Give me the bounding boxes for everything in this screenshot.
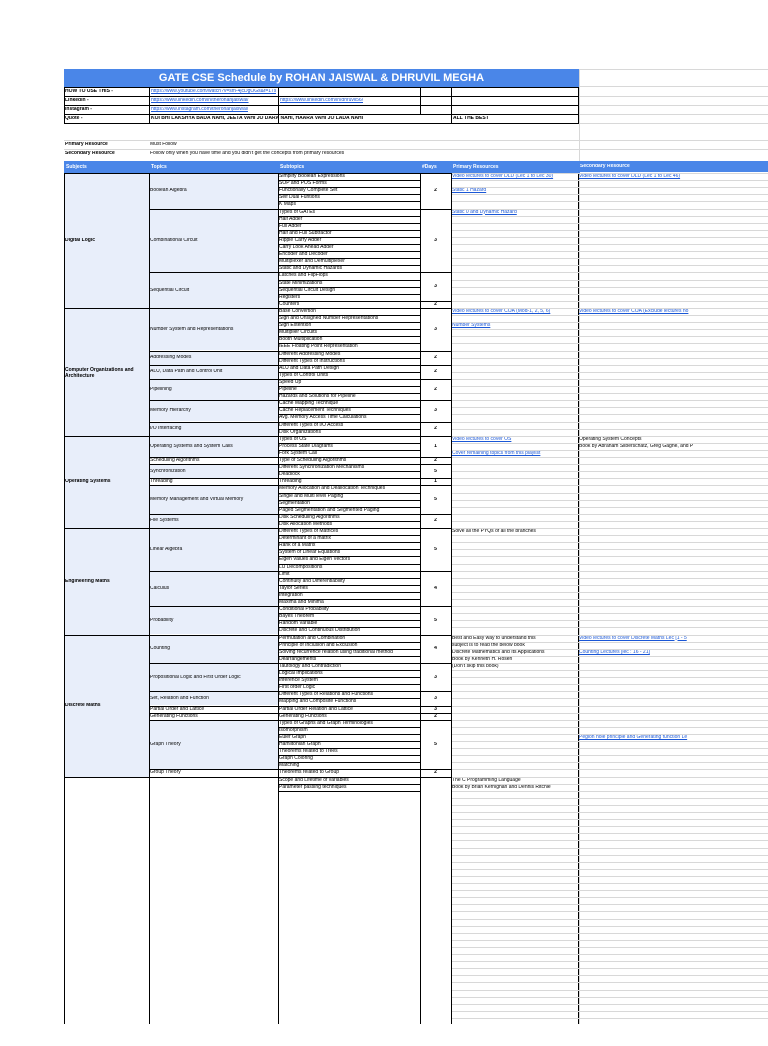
subtopic-cell: First order Logic [279, 685, 316, 691]
topic-cell: Boolean Algebra [150, 188, 187, 194]
subtopic-cell: Integration [279, 592, 303, 598]
subtopic-cell: Full Adder [279, 223, 302, 229]
topic-cell: Memory Hierarchy [150, 408, 191, 414]
subtopic-cell: Sign Extention [279, 323, 312, 329]
topic-cell: Generating Functions [150, 713, 198, 719]
subtopic-cell: Different Types of Relations and Functions [279, 692, 374, 698]
days-cell: 3 [434, 706, 437, 712]
subtopic-cell: K Maps [279, 202, 296, 208]
days-cell: 3 [434, 695, 437, 701]
resource-text: Discrete Mathematics and Its Applications [452, 649, 545, 655]
subtopic-cell: Logical Implications [279, 671, 323, 676]
topic-cell: Addressing Modes [150, 355, 192, 361]
subtopic-cell: Cache Replacement Techniques [279, 408, 351, 414]
subtopic-cell: Threading [279, 479, 302, 485]
days-cell: 3 [434, 408, 437, 414]
subtopic-cell: Different Addressing Modes [279, 351, 341, 357]
subtopic-cell: Parameter passing techniques [279, 784, 347, 790]
subtopic-cell: Different Synchronization Mechanisms [279, 465, 365, 471]
subtopic-cell: Type of Scheduling Algorithms [279, 458, 347, 463]
subtopic-cell: Types of Control Units [279, 372, 329, 378]
topic-cell: Linear Algebra [150, 546, 183, 552]
instagram-link[interactable]: https://www.instagram.com/therohanjaiswal/ [151, 107, 249, 112]
resource-text: The C Programming Language [452, 777, 521, 783]
linkedin-link-dhruvil[interactable]: https://www.linkedin.com/in/dhruvil56/ [280, 98, 364, 103]
quote-extra: ALL THE BEST [453, 116, 489, 121]
subtopic-cell: SOP and POS Forms [279, 181, 327, 187]
days-cell: 2 [434, 369, 437, 375]
subtopic-cell: Sequential Circuit Design [279, 287, 336, 293]
days-cell: 5 [434, 617, 437, 623]
instagram-label: Instagram - [65, 107, 92, 112]
header-primary: Primary Resources [452, 162, 579, 174]
days-cell: 2 [434, 355, 437, 361]
subject-cell: Engineering Maths [65, 578, 110, 584]
resource-link[interactable]: Counting Lectures [lec : 16 - 21] [579, 649, 650, 655]
topic-cell: Set, Relation and Function [150, 695, 209, 701]
subtopic-cell: Deadlock [279, 472, 300, 478]
resource-text: (Don't skip this book) [452, 663, 499, 669]
header-secondary: Secondary Resource [579, 161, 768, 172]
resource-link[interactable]: Video lectures to cover OS [452, 436, 512, 442]
subtopic-cell: Cache Mapping Technique [279, 401, 339, 407]
resource-link[interactable]: Pegion hole principle and Generating function Le [579, 734, 688, 740]
header-topics: Topics [150, 162, 279, 174]
secondary-resource-label: Secondary Resource [65, 151, 115, 156]
topic-cell: Group Theory [150, 770, 181, 776]
topic-cell: Propositional Logic and First Order Logic [150, 674, 241, 680]
resource-text: Book by Brian Kernighan and Dennis Ritchie [452, 784, 551, 790]
subtopic-cell: Euler Graph [279, 734, 306, 740]
subtopic-cell: Inference System [279, 678, 318, 684]
subtopic-cell: Disk Scheduling Algorithms [279, 514, 340, 520]
subtopic-cell: Continuity and Differentiability [279, 578, 346, 584]
subtopic-cell: Different Types of Instructions [279, 358, 345, 364]
subtopic-cell: Multiplier Circuits [279, 330, 318, 336]
resource-link[interactable]: Cover remaining topics from this playlist [452, 450, 541, 456]
resource-link[interactable]: Video lectures to cover DLD (Lec 1 to Lec 30) [452, 174, 554, 179]
subtopic-cell: Process State Diagrams [279, 443, 333, 449]
primary-resource-value: Must Follow [150, 142, 177, 147]
subtopic-cell: Base Convertion [279, 308, 316, 314]
subtopic-cell: Rank of a Matrix [279, 543, 316, 549]
days-cell: 5 [434, 546, 437, 552]
subtopic-cell: Disk Organizations [279, 429, 321, 435]
days-cell: 1 [434, 479, 437, 485]
subtopic-cell: Booth Multiplication [279, 337, 323, 343]
days-cell: 2 [434, 387, 437, 393]
subtopic-cell: Hamiltonian Graph [279, 742, 321, 747]
topic-cell: Pipelining [150, 387, 172, 393]
subtopic-cell: Fork System Call [279, 450, 318, 456]
primary-resource-label: Primary Resource [65, 142, 108, 147]
subtopic-cell: Functionally Complete Set [279, 188, 338, 194]
subtopic-cell: Theorems related to Group [279, 770, 340, 776]
subtopic-cell: Single and Multi level Paging [279, 493, 344, 499]
subject-cell: Computer Organizations and Architecture [65, 366, 134, 379]
subtopic-cell: Registers [279, 294, 301, 300]
days-cell: 5 [434, 468, 437, 474]
subtopic-cell: Limit [279, 571, 290, 577]
subtopic-cell: Half and Full Subtractor [279, 230, 332, 236]
subtopic-cell: Disk Allocation Methods [279, 521, 333, 527]
topic-cell: Sequential Circuit [150, 287, 190, 293]
subtopic-cell: Encoder and Decoder [279, 252, 328, 258]
subtopic-cell: Different Types of Matrices [279, 529, 339, 534]
topic-cell: Memory Management and Virtual Memory [150, 497, 244, 503]
subject-cell: Operating Systems [65, 479, 111, 485]
days-cell: 2 [434, 770, 437, 776]
resource-link[interactable]: Number Systems [452, 323, 491, 329]
topic-cell: Threading [150, 479, 173, 485]
topic-cell: Operating Systems and System Calls [150, 443, 233, 449]
topic-cell: Calculus [150, 585, 170, 591]
days-cell: 5 [434, 742, 437, 748]
days-cell: 5 [434, 497, 437, 503]
subtopic-cell: Random Variable [279, 621, 318, 627]
subtopic-cell: Permutation and Combination [279, 635, 346, 641]
quote-text: KOI BHI LAKSHYA BADA NAHI, JEETA VAHI JO DARA NAHI, HAARA VAHI JO LADA NAHI [151, 116, 364, 121]
days-cell: 3 [434, 237, 437, 243]
resource-text: Best and Easy way to understand this [452, 635, 536, 641]
subtopic-cell: Avg. Memory Access Time Calculations [279, 415, 367, 421]
topic-cell: I/O Interfacing [150, 426, 182, 432]
topic-cell: ALU, Data Path and Control Unit [150, 369, 223, 375]
subtopic-cell: Matching [279, 763, 300, 769]
topic-cell: Synchronization [150, 468, 186, 474]
header-subjects: Subjects [65, 162, 150, 174]
resource-link[interactable]: Video lectures to cover DLD (Lec 1 to Lec 46) [579, 174, 681, 179]
resource-link[interactable]: Static 0 and Dynamic Hazard [452, 209, 517, 215]
subtopic-cell: Determinant of a matrix [279, 536, 331, 542]
subtopic-cell: Self Dual Funtions [279, 195, 320, 201]
days-cell: 4 [434, 646, 437, 652]
subtopic-cell: Dearrangements [279, 656, 317, 662]
days-cell: 4 [434, 585, 437, 591]
topic-cell: Number System and Representations [150, 326, 234, 332]
how-to-use-label: HOW TO USE THIS - [65, 89, 113, 94]
topic-cell: Probability [150, 617, 174, 623]
subtopic-cell: Types of GATEs [279, 209, 316, 215]
resource-text: Solve all the PYQs of all the branches [452, 529, 536, 534]
subtopic-cell: Carry Look Ahead Adder [279, 245, 334, 250]
days-cell: 2 [434, 188, 437, 194]
subtopic-cell: Principle of Inclusion and Exclusion [279, 642, 358, 648]
subtopic-cell: Graph Coloring [279, 756, 313, 762]
subtopic-cell: LU Decompositions [279, 564, 323, 570]
subtopic-cell: Sign and Unsigned Number Representations [279, 316, 379, 321]
subtopic-cell: Speed Up [279, 379, 302, 385]
linkedin-label: LinkedIn - [65, 98, 89, 103]
resource-link[interactable]: Video lectures to cover COA (Mod-1, 2, 5, 6) [452, 308, 551, 314]
subtopic-cell: Discrete and Continuous Distribution [279, 628, 361, 634]
days-cell: 1 [434, 443, 437, 449]
subtopic-cell: Partial Order Relation and Lattice [279, 706, 353, 712]
linkedin-link-rohan[interactable]: https://www.linkedin.com/in/therohanjaiswal/ [151, 98, 249, 103]
topic-cell: Graph Theory [150, 742, 181, 748]
subtopic-cell: Counters [279, 301, 300, 307]
quote-label: Quote - [65, 116, 83, 121]
header-days: #Days [421, 162, 452, 174]
resource-link[interactable]: Video lectures to cover Discrete Maths Lec [1 - 5 [579, 635, 687, 641]
days-cell: 2 [434, 518, 437, 524]
subtopic-cell: Multiplexer and Demultiplexer [279, 259, 345, 265]
subtopic-cell: Isomorphism [279, 727, 308, 733]
subtopic-cell: Generating Functions [279, 713, 327, 719]
subtopic-cell: Tautology and Contradiction [279, 663, 341, 669]
subtopic-cell: Memory Allocation and Deallocation Techniques [279, 486, 386, 492]
days-cell: 3 [434, 326, 437, 332]
topic-cell: Combinational Circuit [150, 237, 198, 243]
subject-cell: Discrete Maths [65, 703, 101, 708]
days-cell: 2 [434, 301, 437, 307]
subtopic-cell: Mapping and Composite Functions [279, 699, 357, 705]
resource-text: Operating System Concepts [579, 436, 642, 442]
subtopic-cell: Taylor Series [279, 585, 308, 591]
topic-cell: Partial Order and Lattice [150, 706, 205, 712]
subtopic-cell: Conditional Probability [279, 607, 329, 613]
resource-text: Book by Kenneth H. Rosen [452, 656, 513, 662]
how-to-use-link[interactable]: https://www.youtube.com/watch?v=sm-4jcDgOGs&t=17s [151, 89, 277, 94]
secondary-resource-value: Follow only when you have time and you didn't get the concepts from primary resources [150, 151, 345, 156]
subtopic-cell: Bayes Theorem [279, 614, 315, 620]
subtopic-cell: Half Adder [279, 216, 303, 222]
topic-cell: File Systems [150, 518, 179, 524]
resource-text: Book by Abraham Silberschatz, Greg Gagne, and P [579, 443, 694, 449]
days-cell: 2 [434, 713, 437, 719]
subject-cell: Digital Logic [65, 237, 95, 243]
subtopic-cell: Static and Dynamic Hazards [279, 266, 343, 272]
subtopic-cell: Hazards and Solutions for Pipeline [279, 394, 356, 400]
subtopic-cell: ALU and Data Path Design [279, 365, 340, 371]
subtopic-cell: Ripple Carry Adder [279, 237, 322, 243]
subtopic-cell: Eigen Values and Eigen Vectors [279, 557, 351, 563]
topic-cell: Counting [150, 646, 171, 652]
topic-cell: Scheduling Algorithms [150, 458, 200, 464]
subtopic-cell: Simplify Boolean Expressions [279, 174, 345, 179]
subtopic-cell: Scope and Lifetime of variables [279, 777, 349, 783]
subtopic-cell: Maxima and Minima [279, 600, 324, 605]
subtopic-cell: Paged Segmentation and Segmented Paging [279, 507, 380, 513]
subtopic-cell: State Minimizations [279, 280, 323, 286]
page-title: GATE CSE Schedule by ROHAN JAISWAL & DHRUVIL MEGHA [158, 72, 485, 84]
days-cell: 3 [434, 674, 437, 680]
days-cell: 2 [434, 458, 437, 464]
subtopic-cell: Solving recurrence relation using traditional method [279, 649, 393, 655]
header-subtopics: Subtopics [279, 162, 421, 174]
subtopic-cell: Theorems related to Trees [279, 749, 338, 755]
subtopic-cell: Types of OS [279, 436, 307, 442]
subtopic-cell: Types of Graphs and Graph Terminologies [279, 720, 373, 726]
resource-link[interactable]: Static 1 Hazard [452, 188, 487, 194]
resource-link[interactable]: Video lectures to cover COA (Exclude lectures no [579, 308, 689, 314]
subtopic-cell: System of Linear Equations [279, 550, 341, 556]
subtopic-cell: IEEE Floating Point Representation [279, 344, 358, 350]
subtopic-cell: Different Types of I/O Access [279, 422, 344, 428]
subtopic-cell: Segmentation [279, 500, 310, 506]
subtopic-cell: Latches and FlipFlops [279, 273, 328, 279]
days-cell: 2 [434, 426, 437, 432]
days-cell: 3 [434, 284, 437, 290]
resource-text: subject is to read the below book [452, 642, 525, 648]
subtopic-cell: Pipeline [279, 387, 297, 392]
